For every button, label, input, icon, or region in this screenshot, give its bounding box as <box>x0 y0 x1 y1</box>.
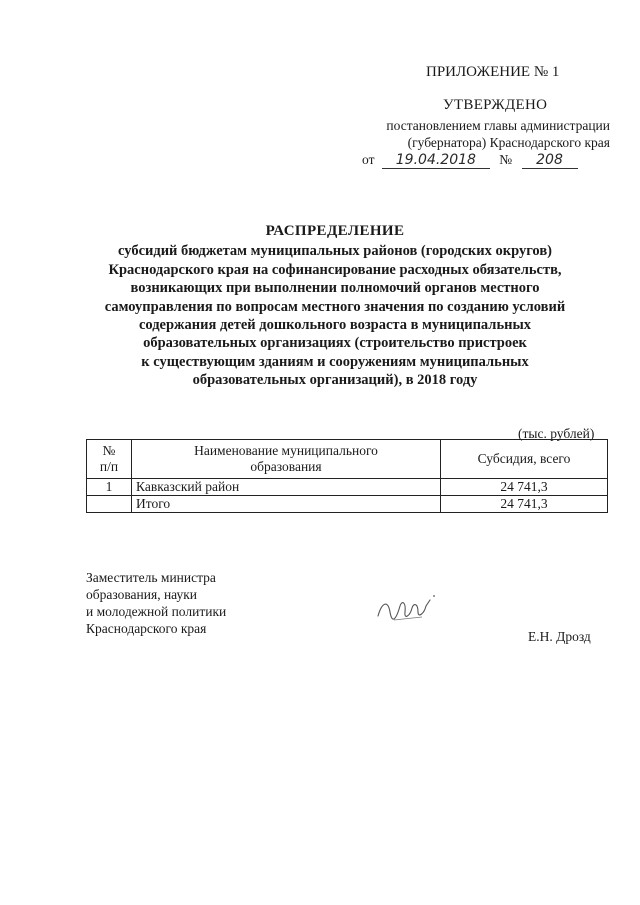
signer-name: Е.Н. Дрозд <box>528 629 591 644</box>
title-line: содержания детей дошкольного возраста в муниципальных <box>138 317 532 334</box>
date-number-row <box>362 152 578 169</box>
title-line: к существующим зданиям и сооружениям муниципальных <box>141 353 529 370</box>
header-municipality: Наименование муниципального образования <box>132 440 441 479</box>
signer-line: и молодежной политики <box>86 604 227 619</box>
units-label: (тыс. рублей) <box>518 426 595 441</box>
title-line: образовательных организациях (строительство пристроек <box>143 335 527 352</box>
title-heading: РАСПРЕДЕЛЕНИЕ <box>265 223 405 239</box>
resolution-text <box>370 117 610 151</box>
title-line: самоуправления по вопросам местного значения по созданию условий <box>104 298 566 315</box>
table-total-row <box>87 496 608 513</box>
title-line: возникающих при выполнении полномочий органов местного <box>130 280 540 297</box>
approved-label: УТВЕРЖДЕНО <box>443 97 548 113</box>
resolution-line: (губернатора) Краснодарского края <box>407 135 610 150</box>
handwritten-signature <box>372 590 444 630</box>
table-row <box>87 479 608 496</box>
date-prefix: от <box>362 152 375 167</box>
row-municipality: Итого <box>132 496 441 513</box>
title-line: Краснодарского края на софинансирование расходных обязательств, <box>108 261 562 278</box>
row-amount: 24 741,3 <box>441 479 608 496</box>
signer-line: Краснодарского края <box>86 621 207 636</box>
signer-line: Заместитель министра <box>86 570 216 585</box>
row-number <box>87 496 132 513</box>
appendix-label: ПРИЛОЖЕНИЕ № 1 <box>426 64 560 80</box>
resolution-date: 19.04.2018 <box>382 152 490 169</box>
title-line: образовательных организаций), в 2018 году <box>192 372 478 389</box>
signer-line: образования, науки <box>86 587 198 602</box>
header-subsidy: Субсидия, всего <box>441 440 608 479</box>
number-prefix: № <box>499 152 513 167</box>
document-title <box>100 222 570 390</box>
resolution-number: 208 <box>522 152 578 169</box>
row-municipality: Кавказский район <box>132 479 441 496</box>
header-number: № п/п <box>87 440 132 479</box>
table-header-row <box>87 440 608 479</box>
resolution-line: постановлением главы администрации <box>386 118 610 133</box>
signer-position <box>86 569 226 637</box>
row-number: 1 <box>87 479 132 496</box>
row-amount: 24 741,3 <box>441 496 608 513</box>
allocation-table <box>86 439 608 513</box>
title-line: субсидий бюджетам муниципальных районов (городских округов) <box>118 243 552 260</box>
